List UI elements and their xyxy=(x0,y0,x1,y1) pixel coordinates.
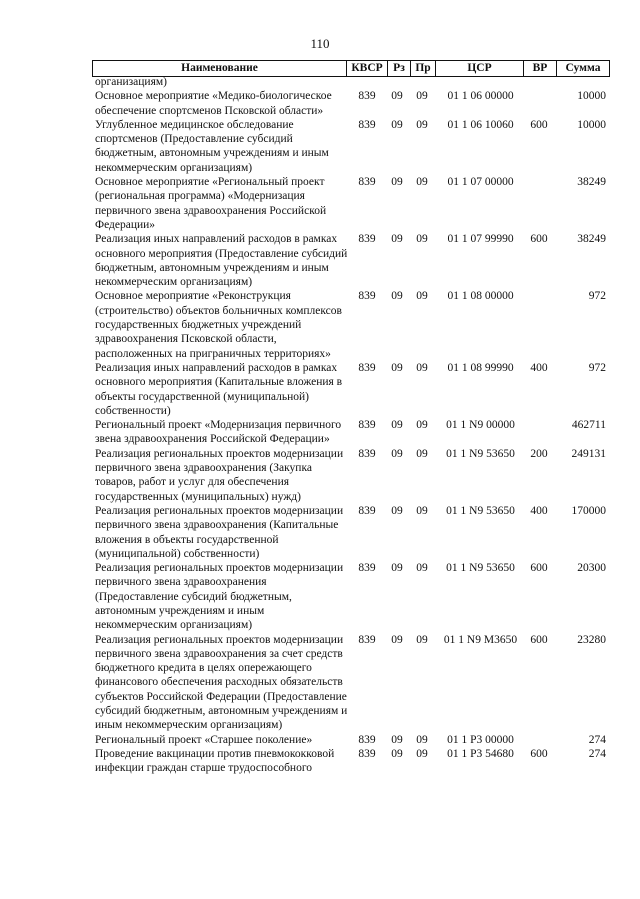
row-csr: 01 1 N9 00000 xyxy=(446,419,515,432)
row-name: организациям) xyxy=(95,76,167,88)
row-pr: 09 xyxy=(416,419,428,432)
header-kvsr: КВСР xyxy=(346,61,387,76)
table-row xyxy=(95,733,610,747)
table-row xyxy=(95,504,610,561)
row-kvsr: 839 xyxy=(358,176,376,189)
row-vr: 600 xyxy=(530,233,548,246)
header-pr: Пр xyxy=(410,61,435,76)
row-pr: 09 xyxy=(416,633,428,646)
table-row xyxy=(95,561,610,632)
row-rz: 09 xyxy=(391,747,403,760)
row-pr: 09 xyxy=(416,176,428,189)
row-sum: 23280 xyxy=(577,633,606,646)
table-row xyxy=(95,418,610,447)
row-vr xyxy=(526,75,552,89)
row-pr: 09 xyxy=(416,118,428,131)
row-kvsr: 839 xyxy=(358,733,376,746)
row-rz: 09 xyxy=(391,118,403,131)
row-vr: 400 xyxy=(530,504,548,517)
row-csr xyxy=(435,75,526,89)
row-kvsr: 839 xyxy=(358,233,376,246)
row-csr: 01 1 P3 54680 xyxy=(447,747,514,760)
row-sum: 10000 xyxy=(577,118,606,131)
row-csr: 01 1 07 00000 xyxy=(447,176,514,189)
table-row xyxy=(95,232,610,289)
row-sum: 972 xyxy=(588,290,606,303)
row-csr: 01 1 06 00000 xyxy=(447,90,514,103)
row-sum: 274 xyxy=(588,747,606,760)
row-rz: 09 xyxy=(391,233,403,246)
row-csr: 01 1 08 00000 xyxy=(447,290,514,303)
header-sum: Сумма xyxy=(556,61,609,76)
row-rz xyxy=(385,75,409,89)
row-pr: 09 xyxy=(416,90,428,103)
row-sum xyxy=(552,75,610,89)
row-vr: 400 xyxy=(530,361,548,374)
row-kvsr: 839 xyxy=(358,90,376,103)
row-vr xyxy=(526,289,552,360)
row-name: Реализация региональных проектов модернизации первичного звена здравоохранения за счет средств бюджетного кредита в целях опережающего финансового обеспечения расходных обязательств субъектов Российской Федерации (Предоставление субсидий бюджетным, автономным учреждениям и иным некоммерческим организациям) xyxy=(95,633,348,732)
row-rz: 09 xyxy=(391,176,403,189)
header-vr: ВР xyxy=(523,61,556,76)
table-row xyxy=(95,361,610,418)
row-vr xyxy=(526,89,552,118)
header-csr: ЦСР xyxy=(435,61,523,76)
row-pr: 09 xyxy=(416,562,428,575)
row-pr: 09 xyxy=(416,447,428,460)
row-name: Основное мероприятие «Медико-биологическое обеспечение спортсменов Псковской области» xyxy=(95,90,332,117)
row-csr: 01 1 06 10060 xyxy=(447,118,514,131)
row-name: Основное мероприятие «Региональный проект (региональная программа) «Модернизация первичного звена здравоохранения Российской Федерации» xyxy=(95,176,327,231)
row-kvsr: 839 xyxy=(358,633,376,646)
row-kvsr: 839 xyxy=(358,447,376,460)
row-vr: 600 xyxy=(530,562,548,575)
row-vr: 600 xyxy=(530,633,548,646)
row-rz: 09 xyxy=(391,633,403,646)
row-csr: 01 1 N9 53650 xyxy=(446,447,515,460)
row-pr: 09 xyxy=(416,504,428,517)
row-name: Реализация региональных проектов модернизации первичного звена здравоохранения (Закупка товаров, работ и услуг для обеспечения государственных (муниципальных) нужд) xyxy=(95,447,344,503)
row-name: Реализация региональных проектов модернизации первичного звена здравоохранения (Предоставление субсидий бюджетным, автономным учреждениям и иным некоммерческим организациям) xyxy=(95,562,344,632)
row-name: Основное мероприятие «Реконструкция (строительство) объектов больничных комплексов государственных бюджетных учреждений здравоохранения Псковской области, расположенных на приграничных территориях» xyxy=(95,290,342,360)
table-row xyxy=(95,175,610,232)
row-csr: 01 1 08 99990 xyxy=(447,361,514,374)
row-pr: 09 xyxy=(416,361,428,374)
row-vr: 600 xyxy=(530,118,548,131)
row-rz: 09 xyxy=(391,447,403,460)
row-name: Региональный проект «Старшее поколение» xyxy=(95,733,313,746)
table-row xyxy=(95,118,610,175)
row-sum: 462711 xyxy=(571,419,606,432)
row-csr: 01 1 N9 M3650 xyxy=(443,633,518,646)
row-rz: 09 xyxy=(391,90,403,103)
row-sum: 249131 xyxy=(571,447,606,460)
row-name: Реализация иных направлений расходов в рамках основного мероприятия (Предоставление субсидий бюджетным, автономным учреждениям и иным некоммерческим организациям) xyxy=(95,233,348,289)
row-pr: 09 xyxy=(416,733,428,746)
row-pr: 09 xyxy=(416,747,428,760)
row-kvsr: 839 xyxy=(358,118,376,131)
table-row xyxy=(95,747,610,776)
header-name: Наименование xyxy=(181,62,258,74)
row-rz: 09 xyxy=(391,361,403,374)
row-rz: 09 xyxy=(391,562,403,575)
row-sum: 38249 xyxy=(577,233,606,246)
row-name: Региональный проект «Модернизация первичного звена здравоохранения Российской Федерации» xyxy=(95,419,342,446)
row-name: Углубленное медицинское обследование спортсменов (Предоставление субсидий бюджетным, автономным учреждениям и иным некоммерческим организациям) xyxy=(95,118,329,174)
budget-table-body xyxy=(95,75,610,776)
row-vr xyxy=(526,175,552,232)
row-rz: 09 xyxy=(391,504,403,517)
row-kvsr: 839 xyxy=(358,290,376,303)
row-kvsr: 839 xyxy=(358,361,376,374)
row-pr xyxy=(409,75,435,89)
row-kvsr: 839 xyxy=(358,419,376,432)
row-csr: 01 1 P3 00000 xyxy=(447,733,514,746)
table-row xyxy=(95,89,610,118)
row-sum: 972 xyxy=(588,361,606,374)
table-row xyxy=(95,447,610,504)
row-rz: 09 xyxy=(391,419,403,432)
row-vr xyxy=(526,733,552,747)
row-csr: 01 1 N9 53650 xyxy=(446,504,515,517)
row-sum: 170000 xyxy=(571,504,606,517)
row-pr: 09 xyxy=(416,233,428,246)
header-rz: Рз xyxy=(387,61,410,76)
row-sum: 10000 xyxy=(577,90,606,103)
row-pr: 09 xyxy=(416,290,428,303)
row-csr: 01 1 07 99990 xyxy=(447,233,514,246)
page-number: 110 xyxy=(310,36,330,51)
row-name: Реализация иных направлений расходов в рамках основного мероприятия (Капитальные вложения в объекты государственной (муниципальной) собственности) xyxy=(95,361,343,417)
row-csr: 01 1 N9 53650 xyxy=(446,562,515,575)
row-kvsr: 839 xyxy=(358,562,376,575)
row-kvsr: 839 xyxy=(358,747,376,760)
row-sum: 20300 xyxy=(577,562,606,575)
row-kvsr xyxy=(349,75,385,89)
row-vr xyxy=(526,418,552,447)
row-vr: 200 xyxy=(530,447,548,460)
table-row xyxy=(95,633,610,733)
table-row xyxy=(95,289,610,360)
row-rz: 09 xyxy=(391,290,403,303)
row-sum: 38249 xyxy=(577,176,606,189)
row-name: Реализация региональных проектов модернизации первичного звена здравоохранения (Капитальные вложения в объекты государственной (муниципальной) собственности) xyxy=(95,504,344,560)
row-vr: 600 xyxy=(530,747,548,760)
row-rz: 09 xyxy=(391,733,403,746)
row-kvsr: 839 xyxy=(358,504,376,517)
table-row xyxy=(95,75,610,89)
row-name: Проведение вакцинации против пневмококковой инфекции граждан старше трудоспособного xyxy=(95,747,335,775)
row-sum: 274 xyxy=(588,733,606,746)
